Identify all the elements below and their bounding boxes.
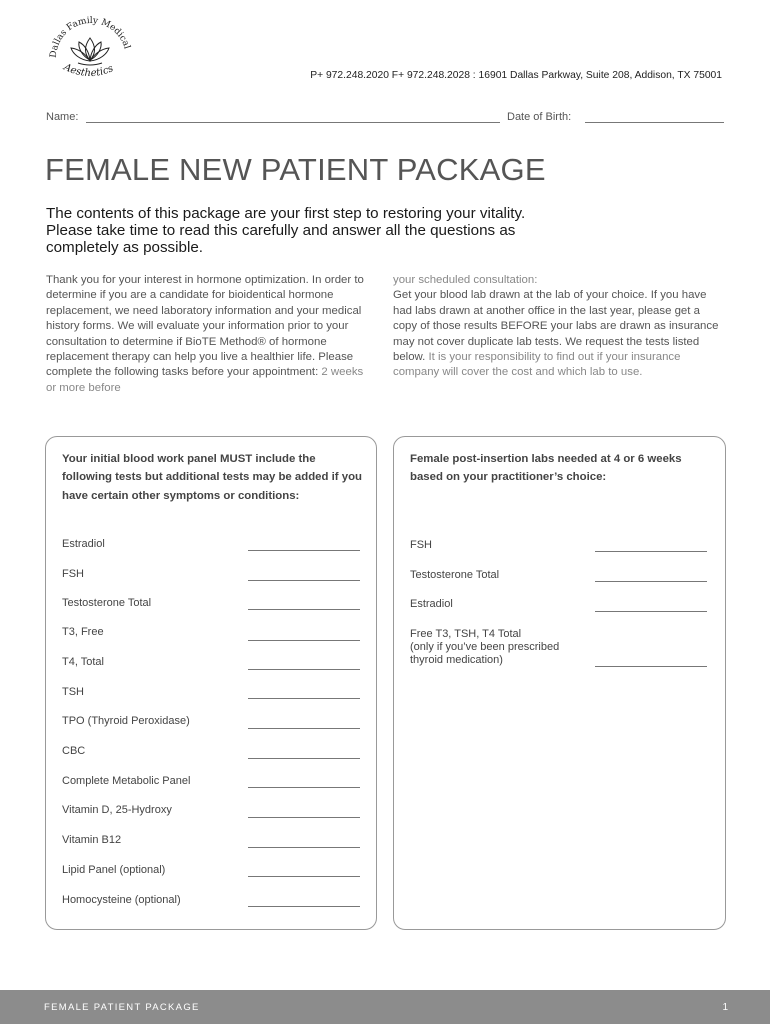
test-entry-line[interactable]	[595, 581, 707, 582]
test-row	[410, 598, 709, 616]
patient-info-row	[46, 111, 724, 125]
footer-label: FEMALE PATIENT PACKAGE	[44, 1002, 200, 1013]
test-label: Homocysteine (optional)	[62, 894, 181, 906]
test-entry-line[interactable]	[248, 609, 360, 610]
test-row	[62, 775, 360, 793]
post-insertion-heading: Female post-insertion labs needed at 4 or 6 weeks based on your practitioner’s choice:	[410, 453, 682, 484]
test-row	[62, 626, 360, 644]
body-column-1	[46, 273, 376, 396]
test-row	[62, 656, 360, 674]
test-label: Free T3, TSH, T4 Total (only if you’ve been prescribed thyroid medication)	[410, 628, 560, 666]
test-label: TPO (Thyroid Peroxidase)	[62, 715, 190, 727]
test-label: Testosterone Total	[410, 569, 500, 581]
test-row	[62, 804, 360, 822]
page-number: 1	[722, 1002, 728, 1013]
test-entry-line[interactable]	[248, 758, 360, 759]
clinic-logo	[48, 14, 132, 88]
test-label: Estradiol	[410, 598, 453, 610]
test-label: Lipid Panel (optional)	[62, 864, 166, 876]
test-label: CBC	[62, 745, 86, 757]
test-entry-line[interactable]	[248, 876, 360, 877]
body-col1-text: Thank you for your interest in hormone optimization. In order to determine if you are a candidate for bioidentical hormone replacement, we need laboratory information and your medical history forms. We will evaluate your information prior to your consultation to determine if BioTE Method® of hormone replacement therapy can help you live a healthier life. Please complete the following tasks before your appointment:	[46, 274, 364, 379]
test-entry-line[interactable]	[248, 728, 360, 729]
test-row	[62, 864, 360, 882]
test-row	[410, 569, 709, 587]
test-row	[62, 834, 360, 852]
test-label: Complete Metabolic Panel	[62, 775, 191, 787]
test-entry-line[interactable]	[595, 611, 707, 612]
post-insertion-labs-panel	[393, 436, 726, 930]
test-entry-line[interactable]	[248, 640, 360, 641]
svg-text:Dallas Family Medical: Dallas Family Medical	[48, 15, 132, 59]
test-label: TSH	[62, 686, 84, 698]
test-row	[62, 686, 360, 704]
intro-text: The contents of this package are your first step to restoring your vitality. Please take time to read this carefully and answer all the questions as completely as possible.	[46, 205, 526, 256]
test-label: Vitamin D, 25-Hydroxy	[62, 804, 172, 816]
test-row	[62, 894, 360, 912]
dob-field[interactable]	[585, 122, 724, 123]
name-label: Name:	[46, 111, 79, 123]
test-entry-line[interactable]	[248, 787, 360, 788]
test-row	[62, 745, 360, 763]
test-entry-line[interactable]	[248, 550, 360, 551]
dob-label: Date of Birth:	[507, 111, 572, 123]
test-entry-line[interactable]	[248, 817, 360, 818]
initial-panel-heading: Your initial blood work panel MUST include the following tests but additional tests may be added if you have certain other symptoms or conditions:	[62, 453, 362, 502]
lotus-logo-icon	[48, 14, 132, 88]
body-col1-light: 2 weeks or more before	[46, 366, 364, 394]
test-label: FSH	[410, 539, 432, 551]
test-entry-line[interactable]	[248, 906, 360, 907]
page-title: FEMALE NEW PATIENT PACKAGE	[45, 152, 546, 187]
test-row	[410, 628, 709, 670]
body-col2-text: Get your blood lab drawn at the lab of your choice. If you have had labs drawn at another office in the last year, please get a copy of those results BEFORE your labs are drawn as insurance may not cover duplicate lab tests. We request the tests listed below.	[393, 289, 719, 364]
test-label: Vitamin B12	[62, 834, 122, 846]
test-entry-line[interactable]	[595, 551, 707, 552]
test-entry-line[interactable]	[248, 847, 360, 848]
body-col2-light-1: your scheduled consultation:	[393, 274, 538, 286]
test-entry-line[interactable]	[248, 698, 360, 699]
svg-text:Aesthetics: Aesthetics	[61, 61, 116, 80]
test-entry-line[interactable]	[595, 666, 707, 667]
test-row	[62, 597, 360, 615]
test-row	[62, 538, 360, 556]
test-label: T3, Free	[62, 626, 104, 638]
body-column-2	[393, 273, 723, 381]
test-label: Estradiol	[62, 538, 105, 550]
page-footer	[0, 990, 770, 1024]
name-field[interactable]	[86, 122, 500, 123]
initial-bloodwork-panel	[45, 436, 377, 930]
test-row	[62, 568, 360, 586]
test-entry-line[interactable]	[248, 580, 360, 581]
test-row	[62, 715, 360, 733]
body-col2-light-2: It is your responsibility to find out if your insurance company will cover the cost and which lab to use.	[393, 351, 681, 379]
test-label: T4, Total	[62, 656, 104, 668]
test-label: FSH	[62, 568, 84, 580]
test-label: Testosterone Total	[62, 597, 152, 609]
test-entry-line[interactable]	[248, 669, 360, 670]
contact-info: P+ 972.248.2020 F+ 972.248.2028 : 16901 Dallas Parkway, Suite 208, Addison, TX 75001	[310, 70, 722, 81]
test-row	[410, 539, 709, 557]
